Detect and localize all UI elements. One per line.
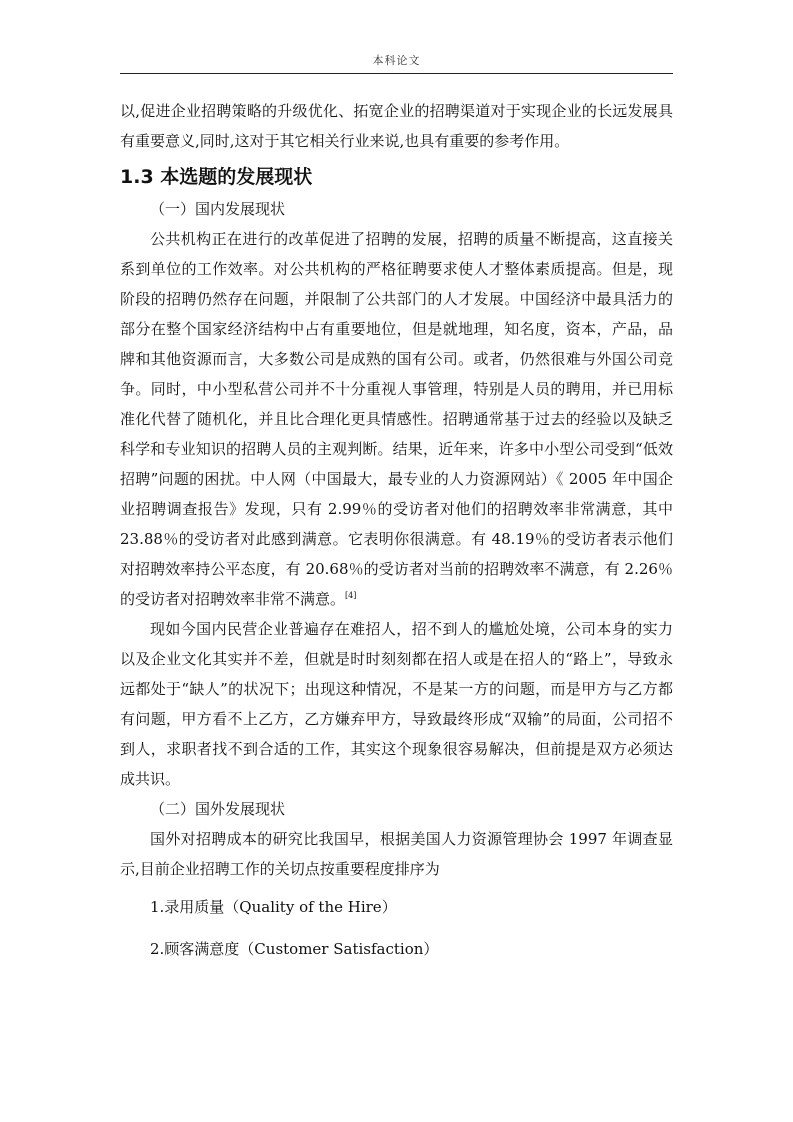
- section-heading: 1.3 本选题的发展现状: [120, 166, 313, 188]
- domestic-paragraph-2: 现如今国内民营企业普遍存在难招人，招不到人的尴尬处境，公司本身的实力以及企业文化其实并不差，但就是时时刻刻都在招人或是在招人的“路上”，导致永远都处于“缺人”的状况下；出现这种情况，不是某一方的问题，而是甲方与乙方都有问题，甲方看不上乙方，乙方嫌弃甲方，导致最终形成“双输”的局面，公司招不到人，求职者找不到合适的工作，其实这个现象很容易解决，但前提是双方必须达成共识。: [120, 620, 673, 788]
- list-item: 1.录用质量（Quality of the Hire）: [150, 898, 397, 916]
- foreign-paragraph-1: 国外对招聘成本的研究比我国早，根据美国人力资源管理协会 1997 年调查显示,目前企业招聘工作的关切点按重要程度排序为: [120, 830, 673, 878]
- citation-reference: [4]: [345, 591, 357, 600]
- domestic-paragraph-1-text: 公共机构正在进行的改革促进了招聘的发展，招聘的质量不断提高，这直接关系到单位的工作效率。对公共机构的严格征聘要求使人才整体素质提高。但是，现阶段的招聘仍然存在问题，并限制了公共部门的人才发展。中国经济中最具活力的部分在整个国家经济结构中占有重要地位，但是就地理，知名度，资本，产品，品牌和其他资源而言，大多数公司是成熟的国有公司。或者，仍然很难与外国公司竞争。同时，中小型私营公司并不十分重视人事管理，特别是人员的聘用，并已用标准化代替了随机化，并且比合理化更具情感性。招聘通常基于过去的经验以及缺乏科学和专业知识的招聘人员的主观判断。结果，近年来，许多中小型公司受到“低效招聘”问题的困扰。中人网（中国最大，最专业的人力资源网站）《 2005 年中国企业招聘调查报告》发现，只有 2.99％的受访者对他们的招聘效率非常满意，其中 23.88％的受访者对此感到满意。它表明你很满意。有 48.19％的受访者表示他们对招聘效率持公平态度，有 20.68％的受访者对当前的招聘效率不满意，有 2.26％的受访者对招聘效率非常不满意。: [120, 230, 673, 608]
- domestic-status-heading: （一）国内发展现状: [150, 200, 286, 218]
- page-header-title: 本科论文: [372, 54, 421, 67]
- document-body: [120, 96, 673, 964]
- foreign-status-heading: （二）国外发展现状: [150, 800, 286, 818]
- list-item: 2.顾客满意度（Customer Satisfaction）: [150, 940, 439, 958]
- domestic-paragraph-1: [120, 224, 673, 614]
- header-divider: [120, 73, 673, 74]
- intro-paragraph: 以,促进企业招聘策略的升级优化、拓宽企业的招聘渠道对于实现企业的长远发展具有重要意义,同时,这对于其它相关行业来说,也具有重要的参考作用。: [120, 102, 673, 150]
